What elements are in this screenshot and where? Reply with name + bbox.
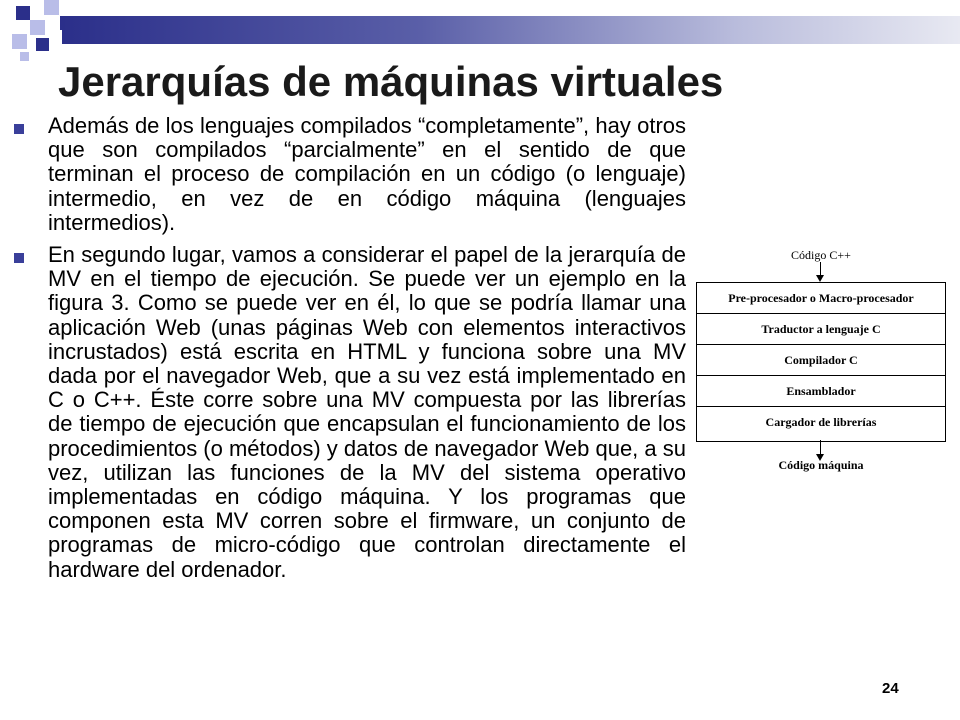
decor-square — [44, 0, 59, 15]
bullet-text: En segundo lugar, vamos a considerar el papel de la jerarquía de MV en el tiempo de ejecución. Se puede ver un ejemplo en la figura 3. Como se puede ver en él, lo que se podría llamar una aplicación Web (unas páginas Web con elementos interactivos incrustados) está escrita en HTML y funciona sobre una MV dada por el navegador Web, que a su vez está implementado en C o C++. Éste corre sobre una MV compuesta por las librerías de tiempo de ejecución que encapsulan el funcionamiento de los procedimientos (o métodos) y datos de navegador Web que, a su vez, utilizan las funciones de la MV del sistema operativo implementadas en código máquina. Y los programas que componen esta MV corren sobre el firmware, un conjunto de programas de micro-código que controlan directamente el hardware del ordenador. — [48, 242, 686, 582]
slide-title: Jerarquías de máquinas virtuales — [58, 58, 724, 105]
diagram-stage: Compilador C — [697, 345, 945, 376]
decor-square — [30, 20, 45, 35]
decor-square — [36, 38, 49, 51]
bullet-text: Además de los lenguajes compilados “completamente”, hay otros que son compilados “parcialmente” en el sentido de que terminan el proceso de compilación en un código (o lenguaje) intermedio, en vez de en código máquina (lenguajes intermedios). — [48, 113, 686, 235]
compilation-diagram — [696, 240, 946, 480]
diagram-stage: Cargador de librerías — [765, 415, 877, 429]
page-number: 24 — [882, 680, 899, 697]
decor-square — [12, 34, 27, 49]
decor-square — [16, 6, 30, 20]
diagram-input-label: Código C++ — [791, 248, 851, 262]
square-bullet-icon — [14, 253, 24, 263]
header-gradient-bar — [62, 16, 960, 44]
bullet-list — [14, 114, 686, 590]
bullet-item — [14, 243, 686, 582]
diagram-stage-stack — [696, 282, 946, 442]
diagram-output-label: Código máquina — [778, 458, 864, 472]
diagram-stage: Pre-procesador o Macro-procesador — [697, 283, 945, 314]
decor-square — [20, 52, 29, 61]
diagram-stage: Traductor a lenguaje C — [697, 314, 945, 345]
diagram-stage: Ensamblador — [697, 376, 945, 407]
bullet-item — [14, 114, 686, 235]
square-bullet-icon — [14, 124, 24, 134]
